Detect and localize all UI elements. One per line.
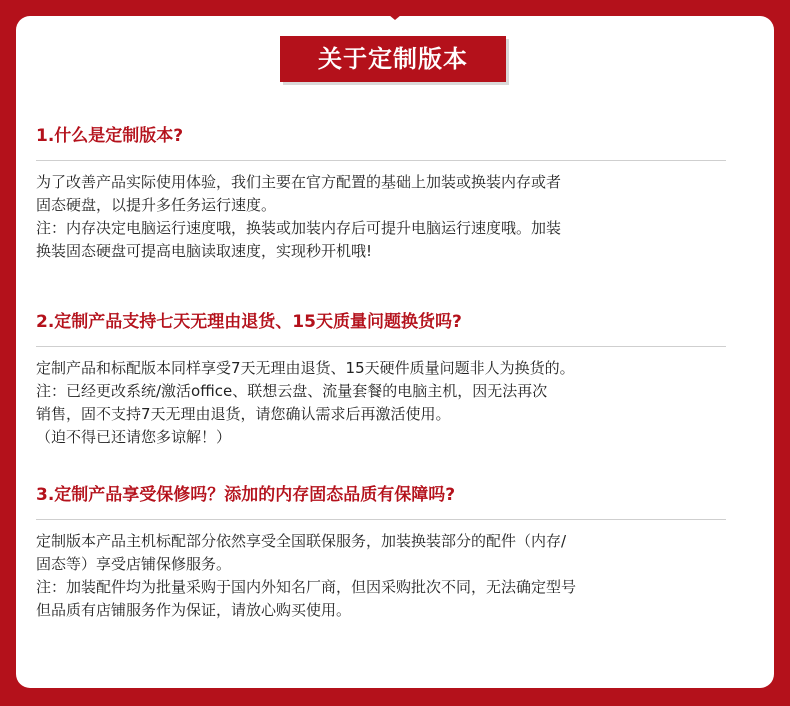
body-line: 销售，固不支持7天无理由退货，请您确认需求后再激活使用。 <box>36 405 451 423</box>
page-title: 关于定制版本 <box>280 36 506 82</box>
body-line: （迫不得已还请您多谅解！） <box>36 428 232 446</box>
body-line: 为了改善产品实际使用体验，我们主要在官方配置的基础上加装或换装内存或者 <box>36 173 562 191</box>
divider <box>36 346 726 347</box>
body-line: 固态等）享受店铺保修服务。 <box>36 555 232 573</box>
section-heading: 1.什么是定制版本? <box>36 126 184 146</box>
section-heading: 3.定制产品享受保修吗？添加的内存固态品质有保障吗? <box>36 485 456 505</box>
section-return-policy <box>36 310 736 449</box>
body-line: 但品质有店铺服务作为保证，请放心购买使用。 <box>36 601 352 619</box>
body-line: 固态硬盘，以提升多任务运行速度。 <box>36 196 277 214</box>
divider <box>36 160 726 161</box>
body-line: 注：加装配件均为批量采购于国内外知名厂商，但因采购批次不同，无法确定型号 <box>36 578 577 596</box>
body-line: 定制产品和标配版本同样享受7天无理由退货、15天硬件质量问题非人为换货的。 <box>36 359 575 377</box>
body-line: 换装固态硬盘可提高电脑读取速度，实现秒开机哦! <box>36 242 373 260</box>
section-what-is-custom <box>36 124 736 263</box>
top-notch <box>383 10 407 20</box>
divider <box>36 519 726 520</box>
section-heading: 2.定制产品支持七天无理由退货、15天质量问题换货吗? <box>36 312 462 332</box>
body-line: 注：内存决定电脑运行速度哦，换装或加装内存后可提升电脑运行速度哦。加装 <box>36 219 562 237</box>
body-line: 注：已经更改系统/激活office、联想云盘、流量套餐的电脑主机，因无法再次 <box>36 382 548 400</box>
body-line: 定制版本产品主机标配部分依然享受全国联保服务，加装换装部分的配件（内存/ <box>36 532 567 550</box>
section-warranty <box>36 483 736 622</box>
